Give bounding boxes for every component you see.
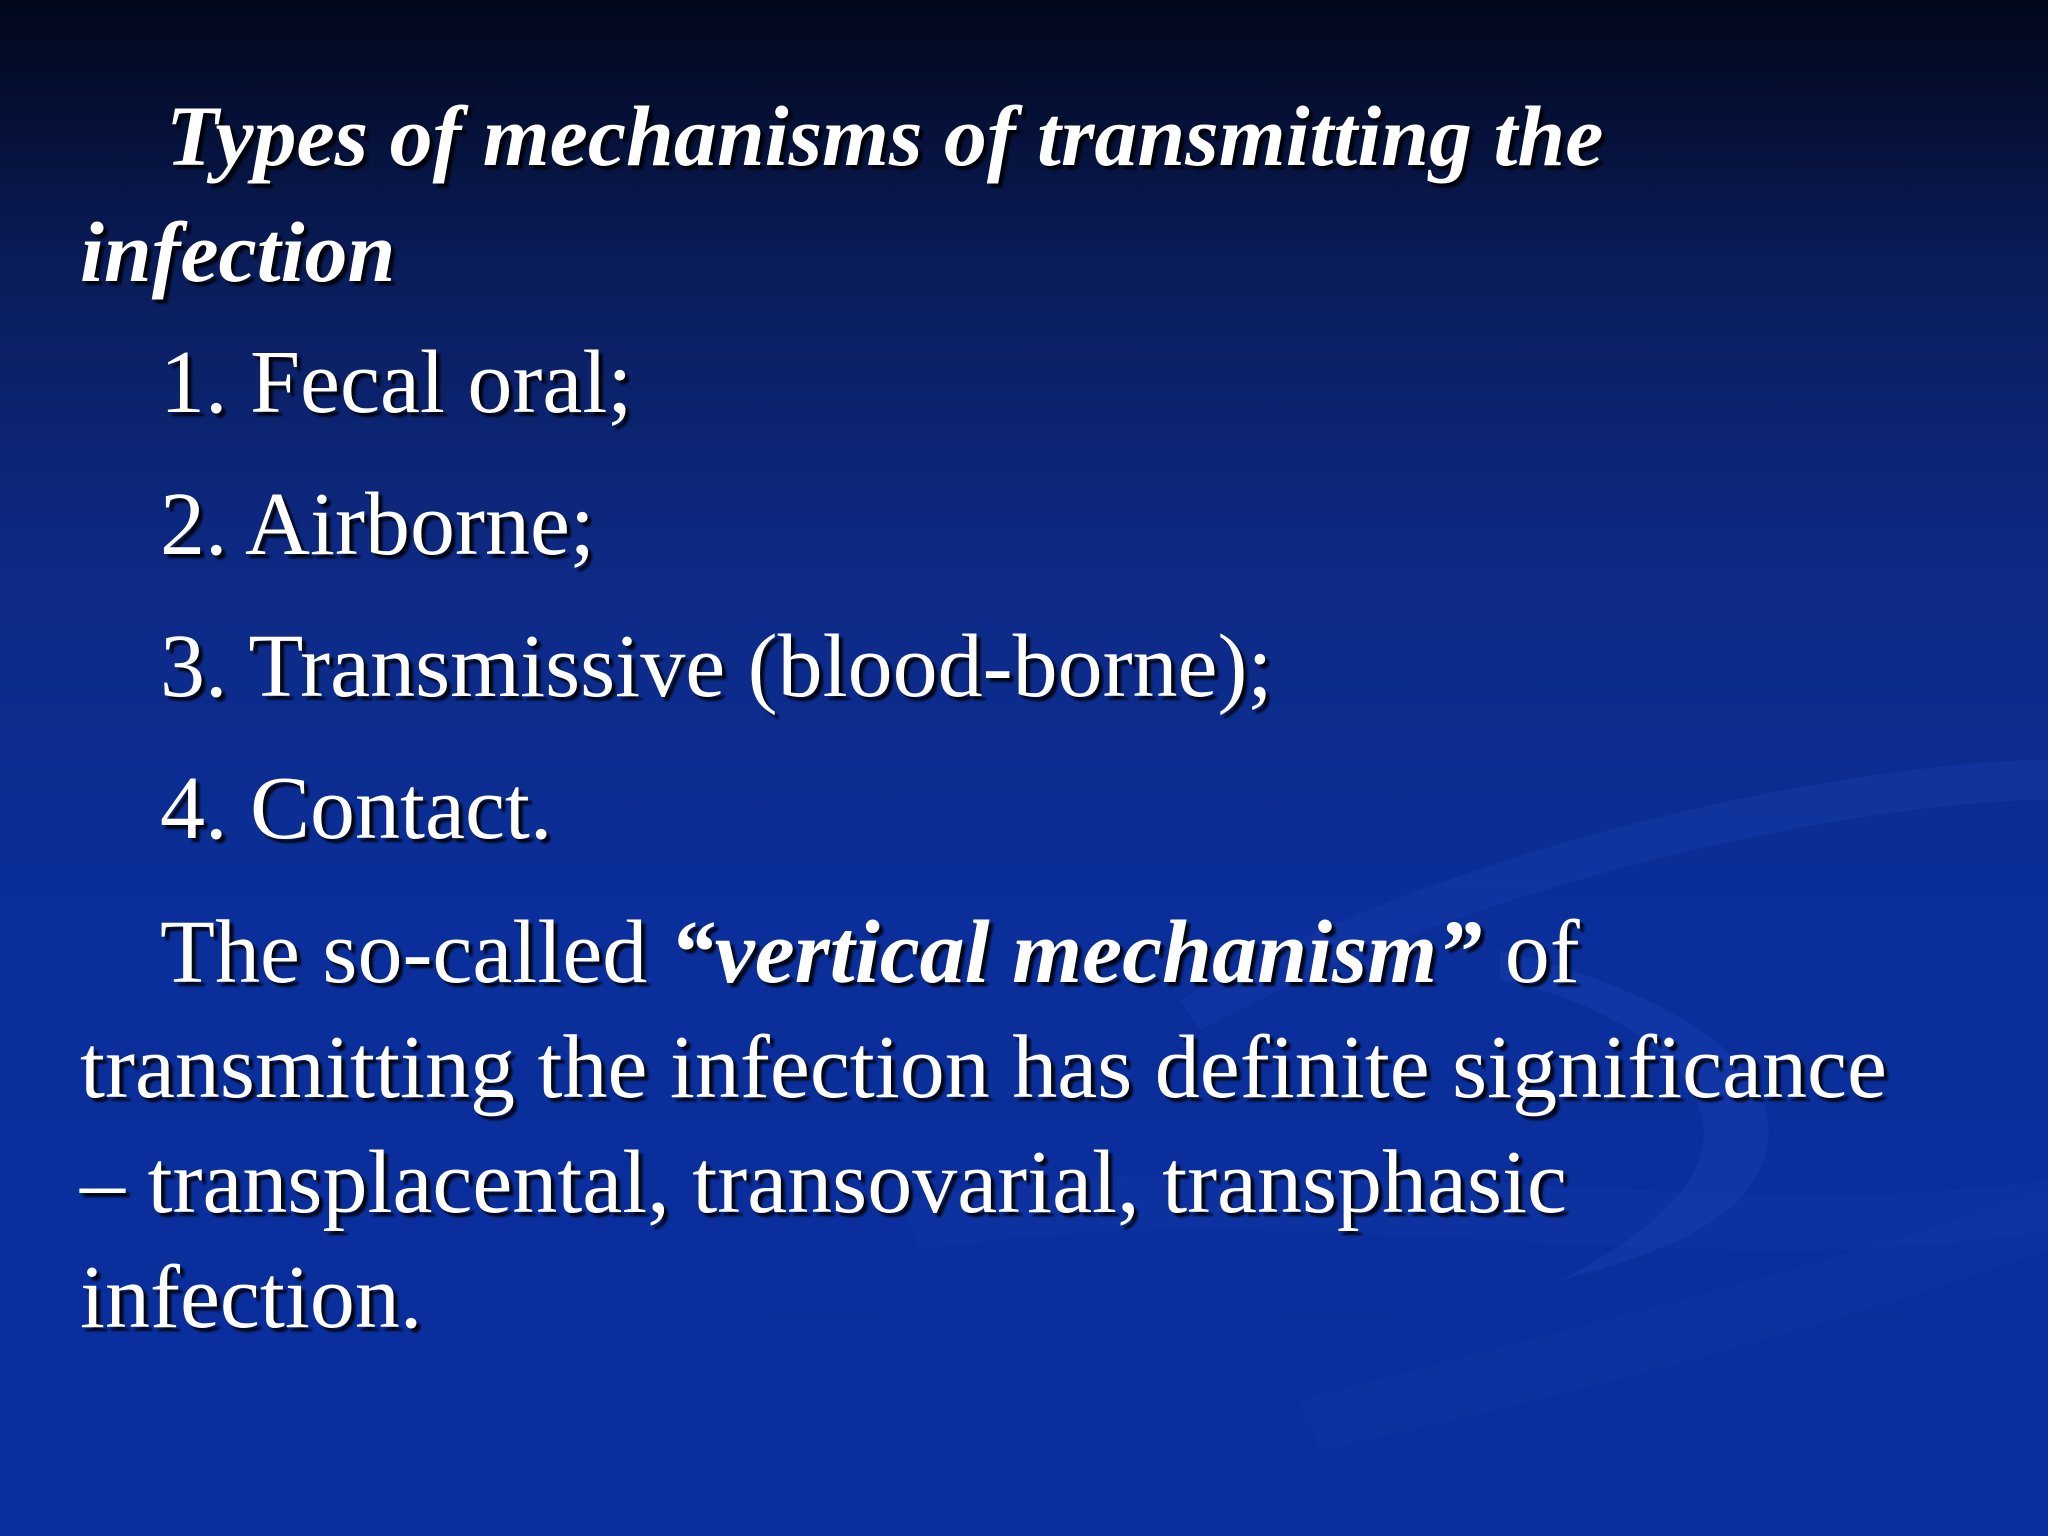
vertical-mechanism-paragraph xyxy=(80,895,1900,1355)
list-item-fecal-oral: 1. Fecal oral; xyxy=(160,333,633,432)
list-item-transmissive: 3. Transmissive (blood-borne); xyxy=(160,617,1273,716)
slide-title: Types of mechanisms of transmitting the infection xyxy=(80,88,1604,300)
paragraph-tail-text: of transmitting the infection has definite significance – transplacental, transovarial, transphasic infection. xyxy=(80,903,1887,1347)
list-item-contact: 4. Contact. xyxy=(160,759,553,858)
paragraph-lead-text: The so-called xyxy=(160,903,670,1002)
list-item-airborne: 2. Airborne; xyxy=(160,475,595,574)
paragraph-emphasis-text: “vertical mechanism” xyxy=(669,903,1483,1002)
